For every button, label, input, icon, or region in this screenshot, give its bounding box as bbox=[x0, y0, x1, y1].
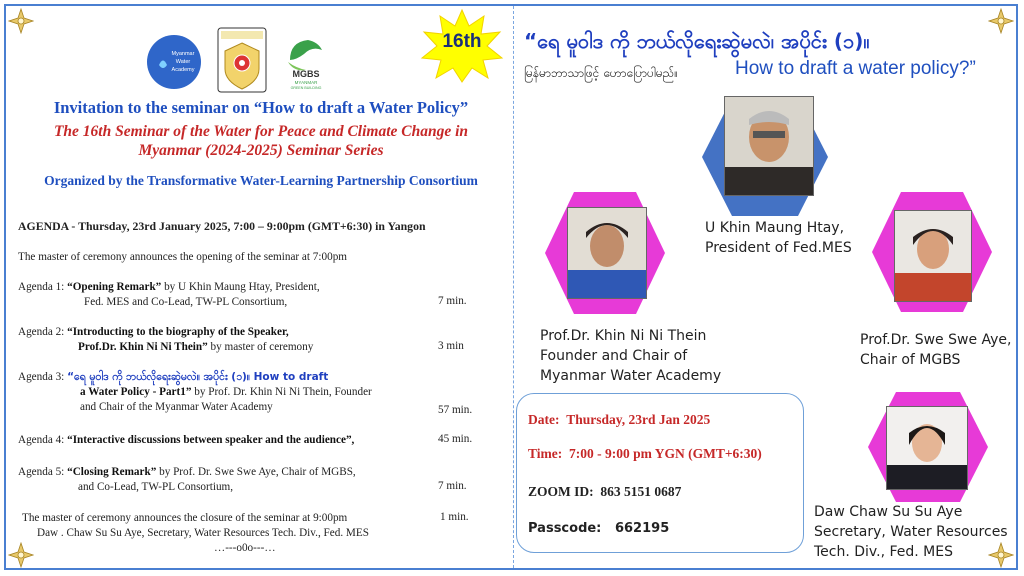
center-divider bbox=[513, 6, 514, 568]
myanmar-water-academy-logo bbox=[145, 33, 203, 91]
speaker-1-caption: U Khin Maung Htay, President of Fed.MES bbox=[705, 220, 852, 256]
svg-text:MYANMAR: MYANMAR bbox=[294, 80, 318, 85]
end-mark: …---o0o---… bbox=[214, 542, 276, 554]
agenda-item-2-duration: 3 min bbox=[438, 340, 464, 352]
organizer-line: Organized by the Transformative Water-Learning Partnership Consortium bbox=[44, 173, 478, 188]
speaker-3-caption: Prof.Dr. Swe Swe Aye, Chair of MGBS bbox=[860, 332, 1012, 368]
agenda-header: AGENDA - Thursday, 23rd January 2025, 7:00 – 9:00pm (GMT+6:30) in Yangon bbox=[18, 219, 426, 233]
flower-ornament-icon bbox=[8, 8, 34, 34]
myanmar-subtitle: မြန်မာဘာသာဖြင့် ဟောပြောပါမည်။ bbox=[524, 66, 678, 80]
svg-text:MGBS: MGBS bbox=[292, 69, 320, 79]
speaker-photo-chaw-su-su-aye bbox=[886, 406, 968, 490]
speaker-photo-khin-maung-htay bbox=[724, 96, 814, 196]
edition-badge: 16th bbox=[442, 31, 482, 52]
english-subtitle: How to draft a water policy?” bbox=[735, 58, 976, 79]
closing-announcement: The master of ceremony announces the closure of the seminar at 9:00pm bbox=[22, 512, 348, 524]
seminar-subtitle: The 16th Seminar of the Water for Peace and Climate Change in Myanmar (2024-2025) Seminar Series bbox=[53, 123, 469, 159]
flower-ornament-icon bbox=[988, 8, 1014, 34]
event-date: Date: Thursday, 23rd Jan 2025 bbox=[528, 412, 711, 427]
agenda-item-3: Agenda 3: “ရေ မူဝါဒ ကို ဘယ်လိုရေးဆွဲမလဲ။ အပိုင်း (၁)။ How to draft a Water Policy - Part1” by Prof. Dr. Khin Ni Ni Thein, Founder and Chair of the Myanmar Water Academy bbox=[18, 371, 372, 413]
federation-mes-logo bbox=[217, 27, 267, 93]
myanmar-title: “ရေ မူဝါဒ ကို ဘယ်လိုရေးဆွဲမလဲ၊ အပိုင်း (၁)။ bbox=[524, 29, 870, 53]
svg-text:Water: Water bbox=[175, 59, 191, 65]
agenda-item-5: Agenda 5: “Closing Remark” by Prof. Dr. Swe Swe Aye, Chair of MGBS, and Co-Lead, TW-PL Consortium, bbox=[18, 466, 356, 493]
opening-announcement: The master of ceremony announces the opening of the seminar at 7:00pm bbox=[18, 251, 347, 263]
speaker-2-caption: Prof.Dr. Khin Ni Ni Thein Founder and Chair of Myanmar Water Academy bbox=[540, 328, 722, 384]
speaker-photo-khin-ni-ni-thein bbox=[567, 207, 647, 299]
flower-ornament-icon bbox=[8, 542, 34, 568]
svg-text:GREEN BUILDING: GREEN BUILDING bbox=[290, 86, 322, 90]
speaker-photo-swe-swe-aye bbox=[894, 210, 972, 302]
agenda-item-4-duration: 45 min. bbox=[438, 433, 473, 445]
zoom-passcode: Passcode: 662195 bbox=[528, 521, 670, 536]
closing-duration: 1 min. bbox=[440, 511, 469, 523]
invitation-title: Invitation to the seminar on “How to draft a Water Policy” bbox=[53, 98, 469, 117]
speaker-4-caption: Daw Chaw Su Su Aye Secretary, Water Resources Tech. Div., Fed. MES bbox=[814, 504, 1008, 560]
agenda-item-5-duration: 7 min. bbox=[438, 480, 467, 492]
zoom-id: ZOOM ID: 863 5151 0687 bbox=[528, 484, 682, 499]
svg-text:Academy: Academy bbox=[171, 67, 195, 73]
agenda-item-1: Agenda 1: “Opening Remark” by U Khin Maung Htay, President, Fed. MES and Co-Lead, TW-PL Consortium, bbox=[18, 281, 320, 308]
agenda-item-1-duration: 7 min. bbox=[438, 295, 467, 307]
agenda-item-2: Agenda 2: “Introducting to the biography of the Speaker, Prof.Dr. Khin Ni Ni Thein” by master of ceremony bbox=[18, 326, 314, 353]
event-time: Time: 7:00 - 9:00 pm YGN (GMT+6:30) bbox=[528, 446, 762, 461]
agenda-item-4: Agenda 4: “Interactive discussions between speaker and the audience”, bbox=[18, 434, 355, 446]
closing-announcer: Daw . Chaw Su Su Aye, Secretary, Water Resources Tech. Div., Fed. MES bbox=[37, 527, 369, 539]
svg-text:Myanmar: Myanmar bbox=[171, 51, 195, 57]
mgbs-logo bbox=[280, 34, 332, 90]
agenda-item-3-duration: 57 min. bbox=[438, 404, 473, 416]
